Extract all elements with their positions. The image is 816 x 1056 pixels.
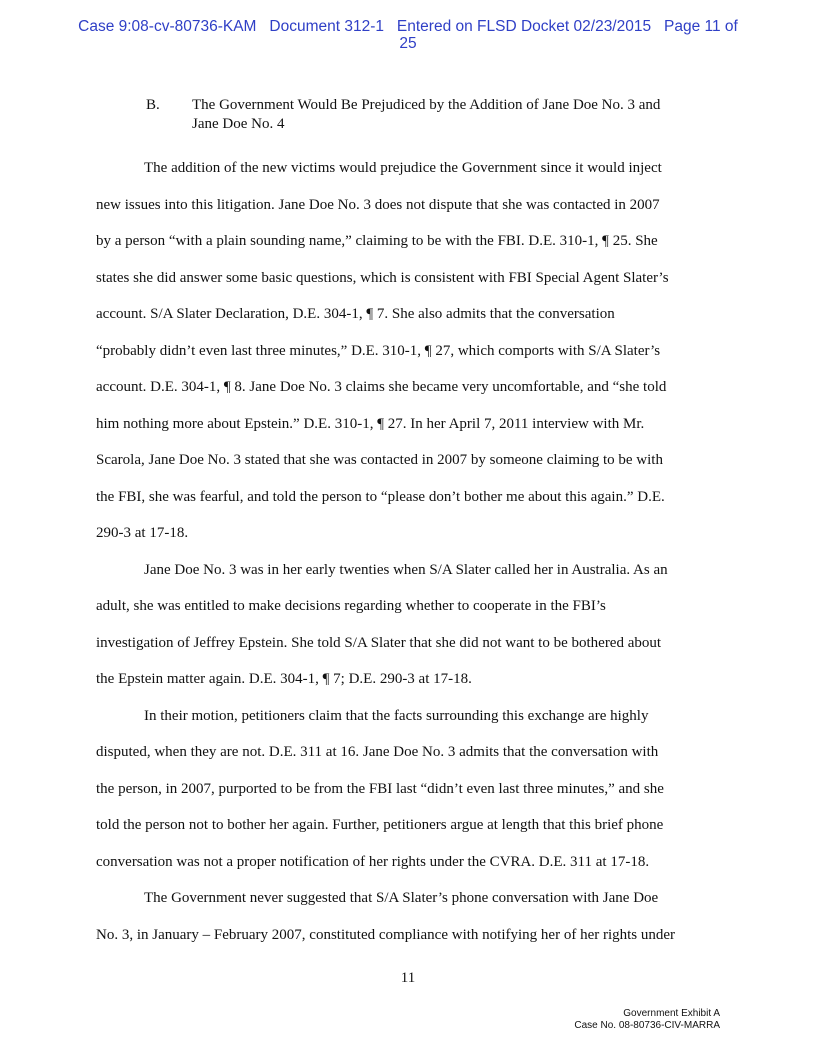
body-text xyxy=(96,150,716,953)
paragraph-line: 290-3 at 17-18. xyxy=(96,525,189,541)
paragraph-line: new issues into this litigation. Jane Doe No. 3 does not dispute that she was contacted in 2007 xyxy=(96,196,660,213)
paragraph xyxy=(96,880,716,953)
page-number: 11 xyxy=(400,970,416,986)
section-title xyxy=(192,96,712,134)
section-letter: B. xyxy=(146,97,160,113)
paragraph-line: states she did answer some basic questions, which is consistent with FBI Special Agent Slater’s xyxy=(96,269,669,286)
exhibit-label-line2: Case No. 08-80736-CIV-MARRA xyxy=(574,1020,720,1031)
paragraph-line: the person, in 2007, purported to be from the FBI last “didn’t even last three minutes,” and she xyxy=(96,780,664,797)
paragraph-line: investigation of Jeffrey Epstein. She told S/A Slater that she did not want to be bothered about xyxy=(96,634,662,651)
docket-header-line1: Case 9:08-cv-80736-KAM Document 312-1 Entered on FLSD Docket 02/23/2015 Page 11 of xyxy=(78,18,738,35)
paragraph xyxy=(96,698,716,881)
paragraph-line: account. D.E. 304-1, ¶ 8. Jane Doe No. 3 claims she became very uncomfortable, and “she told xyxy=(96,379,667,395)
docket-header-line2: 25 xyxy=(399,35,417,52)
docket-header xyxy=(0,18,816,52)
paragraph-line: Scarola, Jane Doe No. 3 stated that she was contacted in 2007 by someone claiming to be with xyxy=(96,452,663,468)
paragraph xyxy=(96,552,716,698)
paragraph-line: “probably didn’t even last three minutes,” D.E. 310-1, ¶ 27, which comports with S/A Slater’s xyxy=(96,342,661,359)
paragraph-line: disputed, when they are not. D.E. 311 at 16. Jane Doe No. 3 admits that the conversation with xyxy=(96,744,659,760)
paragraph-line: the FBI, she was fearful, and told the person to “please don’t bother me about this again.” D.E. xyxy=(96,488,665,505)
paragraph-line: In their motion, petitioners claim that the facts surrounding this exchange are highly xyxy=(144,707,649,724)
paragraph-line: conversation was not a proper notification of her rights under the CVRA. D.E. 311 at 17-18. xyxy=(96,853,650,870)
section-title-line2: Jane Doe No. 4 xyxy=(192,116,285,132)
paragraph-line: him nothing more about Epstein.” D.E. 310-1, ¶ 27. In her April 7, 2011 interview with Mr. xyxy=(96,415,645,432)
paragraph xyxy=(96,150,716,552)
paragraph-line: by a person “with a plain sounding name,” claiming to be with the FBI. D.E. 310-1, ¶ 25. She xyxy=(96,233,658,249)
exhibit-label xyxy=(574,1008,720,1032)
exhibit-label-line1: Government Exhibit A xyxy=(623,1008,720,1019)
paragraph-line: The addition of the new victims would prejudice the Government since it would inject xyxy=(144,160,662,176)
paragraph-line: told the person not to bother her again. Further, petitioners argue at length that this brief phone xyxy=(96,817,664,833)
section-title-line1: The Government Would Be Prejudiced by the Addition of Jane Doe No. 3 and xyxy=(192,97,661,113)
paragraph-line: Jane Doe No. 3 was in her early twenties when S/A Slater called her in Australia. As an xyxy=(144,561,668,578)
paragraph-line: No. 3, in January – February 2007, constituted compliance with notifying her of her rights under xyxy=(96,926,676,943)
paragraph-line: the Epstein matter again. D.E. 304-1, ¶ 7; D.E. 290-3 at 17-18. xyxy=(96,671,472,687)
paragraph-line: The Government never suggested that S/A Slater’s phone conversation with Jane Doe xyxy=(144,890,659,906)
paragraph-line: adult, she was entitled to make decisions regarding whether to cooperate in the FBI’s xyxy=(96,598,606,614)
paragraph-line: account. S/A Slater Declaration, D.E. 304-1, ¶ 7. She also admits that the conversation xyxy=(96,306,615,322)
